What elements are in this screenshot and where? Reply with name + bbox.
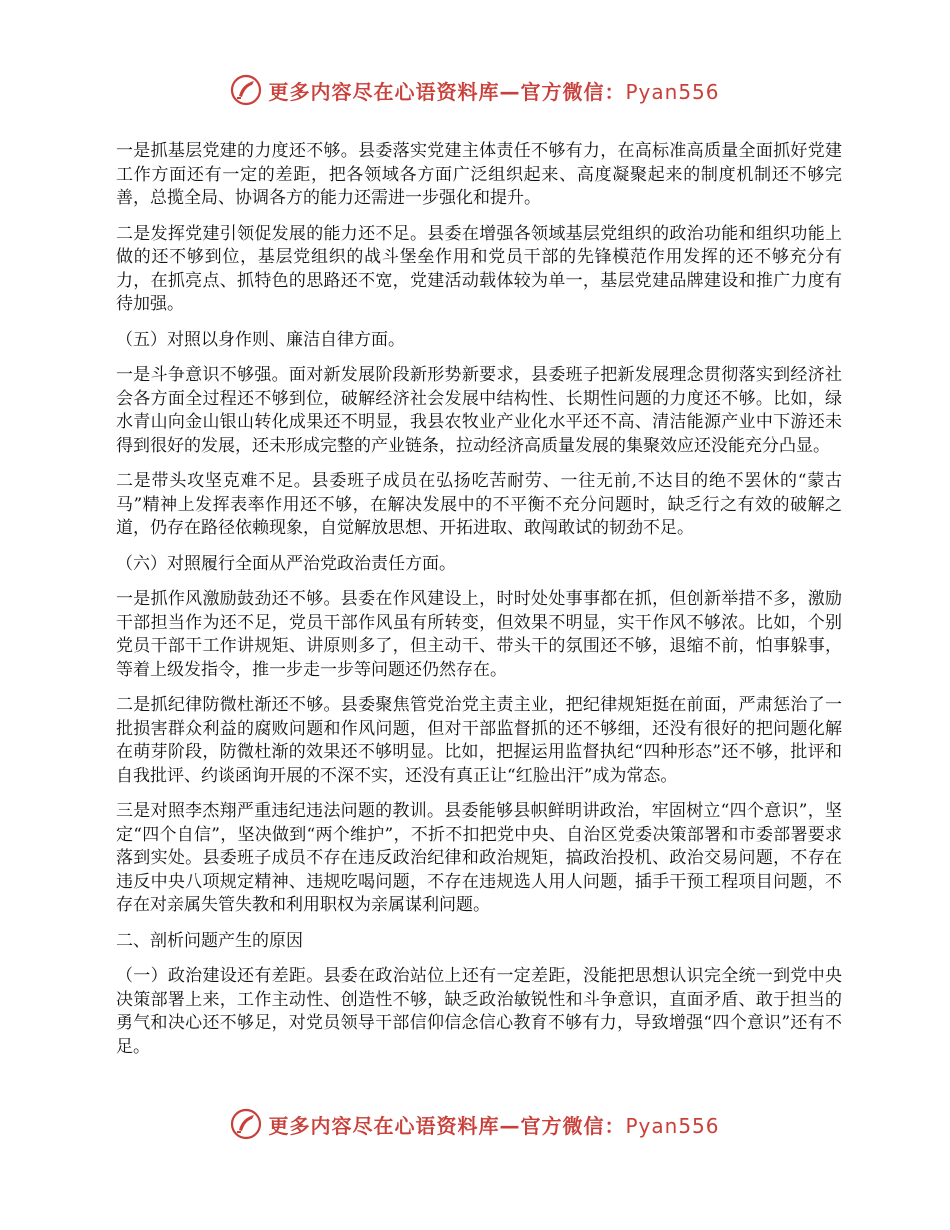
watermark-footer <box>0 1104 950 1144</box>
watermark-text: 更多内容尽在心语资料库—官方微信：Pyan556 <box>268 79 720 104</box>
section-heading: （六）对照履行全面从严治党政治责任方面。 <box>116 553 456 574</box>
paragraph: 二是发挥党建引领促发展的能力还不足。县委在增强各领域基层党组织的政治功能和组织功能上做的还不够到位，基层党组织的战斗堡垒作用和党员干部的先锋模范作用发挥的还不够充分有力，在抓亮点、抓特色的思路还不宽，党建活动载体较为单一，基层党建品牌建设和推广力度有待加强。 <box>116 223 842 314</box>
hand-pen-logo-icon <box>230 74 262 106</box>
paragraph: 二是抓纪律防微杜渐还不够。县委聚焦管党治党主责主业，把纪律规矩挺在前面，严肃惩治了一批损害群众利益的腐败问题和作风问题，但对干部监督抓的还不够细，还没有很好的把问题化解在萌芽阶段，防微杜渐的效果还不够明显。比如，把握运用监督执纪“四种形态”还不够，批评和自我批评、约谈函询开展的不深不实，还没有真正让“红脸出汗”成为常态。 <box>116 695 842 786</box>
paragraph: （一）政治建设还有差距。县委在政治站位上还有一定差距，没能把思想认识完全统一到党中央决策部署上来，工作主动性、创造性不够，缺乏政治敏锐性和斗争意识，直面矛盾、敢于担当的勇气和决心还不够足，对党员领导干部信仰信念信心教育不够有力，导致增强“四个意识”还有不足。 <box>116 966 842 1057</box>
paragraph: 一是抓基层党建的力度还不够。县委落实党建主体责任不够有力，在高标准高质量全面抓好党建工作方面还有一定的差距，把各领域各方面广泛组织起来、高度凝聚起来的制度机制还不够完善，总揽全局、协调各方的能力还需进一步强化和提升。 <box>116 141 842 208</box>
watermark-text: 更多内容尽在心语资料库—官方微信：Pyan556 <box>268 1113 720 1138</box>
watermark-header <box>0 70 950 110</box>
document-body <box>116 140 842 1071</box>
paragraph: 一是斗争意识不够强。面对新发展阶段新形势新要求，县委班子把新发展理念贯彻落实到经济社会各方面全过程还不够到位，破解经济社会发展中结构性、长期性问题的力度还不够。比如，绿水青山向金山银山转化成果还不明显，我县农牧业产业化水平还不高、清洁能源产业中下游还未得到很好的发展，还未形成完整的产业链条，拉动经济高质量发展的集聚效应还没能充分凸显。 <box>116 365 842 456</box>
paragraph: 一是抓作风激励鼓劲还不够。县委在作风建设上，时时处处事事都在抓，但创新举措不多，激励干部担当作为还不足，党员干部作风虽有所转变，但效果不明显，实干作风不够浓。比如，个别党员干部干工作讲规矩、讲原则多了，但主动干、带头干的氛围还不够，退缩不前，怕事躲事，等着上级发指令，推一步走一步等问题还仍然存在。 <box>116 589 842 680</box>
paragraph: 二是带头攻坚克难不足。县委班子成员在弘扬吃苦耐劳、一往无前,不达目的绝不罢休的“蒙古马”精神上发挥表率作用还不够，在解决发展中的不平衡不充分问题时，缺乏行之有效的破解之道，仍存在路径依赖现象，自觉解放思想、开拓进取、敢闯敢试的韧劲不足。 <box>116 471 842 538</box>
hand-pen-logo-icon <box>230 1108 262 1140</box>
section-heading: 二、剖析问题产生的原因 <box>116 930 303 951</box>
section-heading: （五）对照以身作则、廉洁自律方面。 <box>116 329 405 350</box>
paragraph: 三是对照李杰翔严重违纪违法问题的教训。县委能够县帜鲜明讲政治，牢固树立“四个意识”，坚定“四个自信”，坚决做到“两个维护”，不折不扣把党中央、自治区党委决策部署和市委部署要求落到实处。县委班子成员不存在违反政治纪律和政治规矩，搞政治投机、政治交易问题，不存在违反中央八项规定精神、违规吃喝问题，不存在违规选人用人问题，插手干预工程项目问题，不存在对亲属失管失教和利用职权为亲属谋利问题。 <box>116 801 842 915</box>
